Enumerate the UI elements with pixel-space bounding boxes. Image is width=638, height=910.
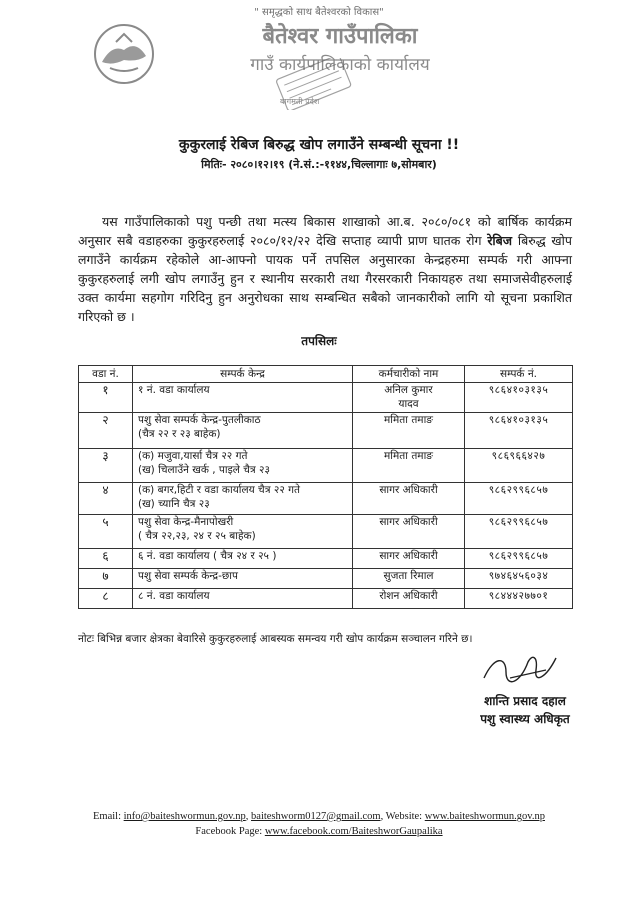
ward-cell: ६	[79, 549, 133, 569]
center-line: १ नं. वडा कार्यालय	[138, 384, 210, 396]
phone-cell: ९७४६४५६०३४	[465, 569, 573, 589]
center-line-2: ( चैत्र २२,२३, २४ र २५ बाहेक)	[138, 530, 256, 542]
center-cell	[133, 483, 353, 515]
ward-cell: ३	[79, 449, 133, 483]
center-cell	[133, 413, 353, 449]
ward-cell: ५	[79, 515, 133, 549]
center-cell: पशु सेवा सम्पर्क केन्द्र-छाप	[133, 569, 353, 589]
phone-cell: ९८६४१०३१३५	[465, 413, 573, 449]
center-line-2: (चैत्र २२ र २३ बाहेक)	[138, 428, 221, 440]
phone-cell: ९८४४४२७७०१	[465, 589, 573, 609]
staff-line: अनिल कुमार	[384, 384, 433, 396]
center-cell: ८ नं. वडा कार्यालय	[133, 589, 353, 609]
footer-contact-line	[0, 811, 638, 822]
body-part-1: यस गाउँपालिकाको पशु पन्छी तथा मत्स्य बिकास शाखाको आ.ब. २०८०/०८१ को बार्षिक कार्यक्रम अनुसार सबै वडाहरुका कुकुरहरुलाई २०८०/१२/२२ देखि सप्ताह व्यापी प्राण घातक रोग	[78, 214, 572, 248]
body-part-2: बिरुद्ध खोप लगाउँने कार्यक्रम रहेकोले आ-आफ्नो पायक पर्ने तपसिल अनुसारका केन्द्रहरुमा सम्पर्क गरी आफ्ना कुकुरहरुलाई लगी खोप लगाउँनु हुन र स्थानीय सरकारी तथा गैरसरकारी निकायहरु तथा समाजसेवीहरुलाई उक्त कार्यमा सहगोग गरिदिनु हुन अनुरोधका साथ सम्बन्धित सबैको जानकारीको लागि यो सूचना प्रकाशित गरिएको छ ।	[78, 233, 572, 324]
signatory-title: पशु स्वास्थ्य अधिकृत	[480, 712, 570, 726]
table-row	[79, 549, 573, 569]
ward-cell: २	[79, 413, 133, 449]
contact-table	[78, 365, 573, 609]
header-center: सम्पर्क केन्द्र	[133, 366, 353, 383]
notice-date: मितिः- २०८०।१२।१९ (ने.सं.:-११४४,चिल्लागाः ७,सोमबार)	[201, 158, 437, 171]
header-tagline: " समृद्धको साथ बैतेश्वरको विकास"	[254, 7, 384, 18]
notice-footnote: नोटः बिभिन्न बजार क्षेत्रका बेवारिसे कुकुरहरुलाई आबस्यक समन्वय गरी खोप कार्यक्रम सञ्चालन गरिने छ।	[78, 633, 473, 645]
header-phone: सम्पर्क नं.	[465, 366, 573, 383]
staff-line-2: यादव	[398, 398, 419, 410]
website-label: , Website:	[380, 811, 423, 822]
staff-cell: सागर अधिकारी	[353, 483, 465, 515]
table-row	[79, 383, 573, 413]
table-row	[79, 515, 573, 549]
email-link-1[interactable]: info@baiteshwormun.gov.np	[123, 811, 246, 822]
staff-cell: ममिता तमाङ	[353, 449, 465, 483]
email-link-2[interactable]: baiteshworm0127@gmail.com	[251, 811, 381, 822]
center-line: (क) मजुवा,यार्सा चैत्र २२ गते	[138, 450, 248, 462]
table-header-row	[79, 366, 573, 383]
header-staff: कर्मचारीको नाम	[353, 366, 465, 383]
ward-cell: ४	[79, 483, 133, 515]
ward-cell: ७	[79, 569, 133, 589]
email-separator: ,	[245, 811, 249, 822]
footer-facebook-line	[0, 826, 638, 837]
website-link[interactable]: www.baiteshwormun.gov.np	[424, 811, 545, 822]
signature-icon	[476, 648, 566, 690]
phone-cell: ९८६२९९६८५७	[465, 515, 573, 549]
ward-cell: १	[79, 383, 133, 413]
email-label: Email:	[93, 811, 122, 822]
staff-cell: ममिता तमाङ	[353, 413, 465, 449]
notice-body	[78, 212, 572, 326]
phone-cell: ९८६२९९६८५७	[465, 483, 573, 515]
phone-cell: ९८६२९९६८५७	[465, 549, 573, 569]
center-cell	[133, 383, 353, 413]
table-row	[79, 413, 573, 449]
center-line: (क) बगर,हिटी र वडा कार्यालय चैत्र २२ गते	[138, 484, 301, 496]
table-caption: तपसिलः	[301, 334, 337, 348]
staff-cell: रोशन अधिकारी	[353, 589, 465, 609]
phone-cell: ९८६४१०३१३५	[465, 383, 573, 413]
center-line-2: (ख) चिलाउँने खर्क , पाइले चैत्र २३	[138, 464, 270, 476]
nepal-emblem-icon	[92, 22, 156, 86]
center-cell	[133, 515, 353, 549]
staff-cell: सागर अधिकारी	[353, 549, 465, 569]
staff-cell: सुजता रिमाल	[353, 569, 465, 589]
header-ward: वडा नं.	[79, 366, 133, 383]
table-row	[79, 483, 573, 515]
center-line: पशु सेवा सम्पर्क केन्द्र-पुतलीकाठ	[138, 414, 261, 426]
org-name: बैतेश्वर गाउँपालिका	[262, 24, 418, 49]
staff-cell	[353, 383, 465, 413]
center-line: पशु सेवा केन्द्र-मैनापोखरी	[138, 516, 234, 528]
center-cell	[133, 449, 353, 483]
table-row	[79, 589, 573, 609]
facebook-label: Facebook Page:	[195, 826, 263, 837]
phone-cell: ९८६९६६४२७	[465, 449, 573, 483]
body-bold-word: रेबिज	[487, 233, 513, 248]
center-line-2: (ख) च्यानि चैत्र २३	[138, 498, 210, 510]
table-row	[79, 449, 573, 483]
staff-cell: सागर अधिकारी	[353, 515, 465, 549]
notice-title: कुकुरलाई रेबिज बिरुद्ध खोप लगाउँने सम्बन्धी सूचना !!	[178, 137, 460, 153]
office-name: गाउँ कार्यपालिकाको कार्यालय	[250, 55, 430, 75]
ward-cell: ८	[79, 589, 133, 609]
facebook-link[interactable]: www.facebook.com/BaiteshworGaupalika	[264, 826, 443, 837]
center-cell: ६ नं. वडा कार्यालय ( चैत्र २४ र २५ )	[133, 549, 353, 569]
office-address: बागमती प्रदेश	[280, 97, 320, 106]
table-row	[79, 569, 573, 589]
signatory-name: शान्ति प्रसाद दहाल	[484, 694, 566, 708]
